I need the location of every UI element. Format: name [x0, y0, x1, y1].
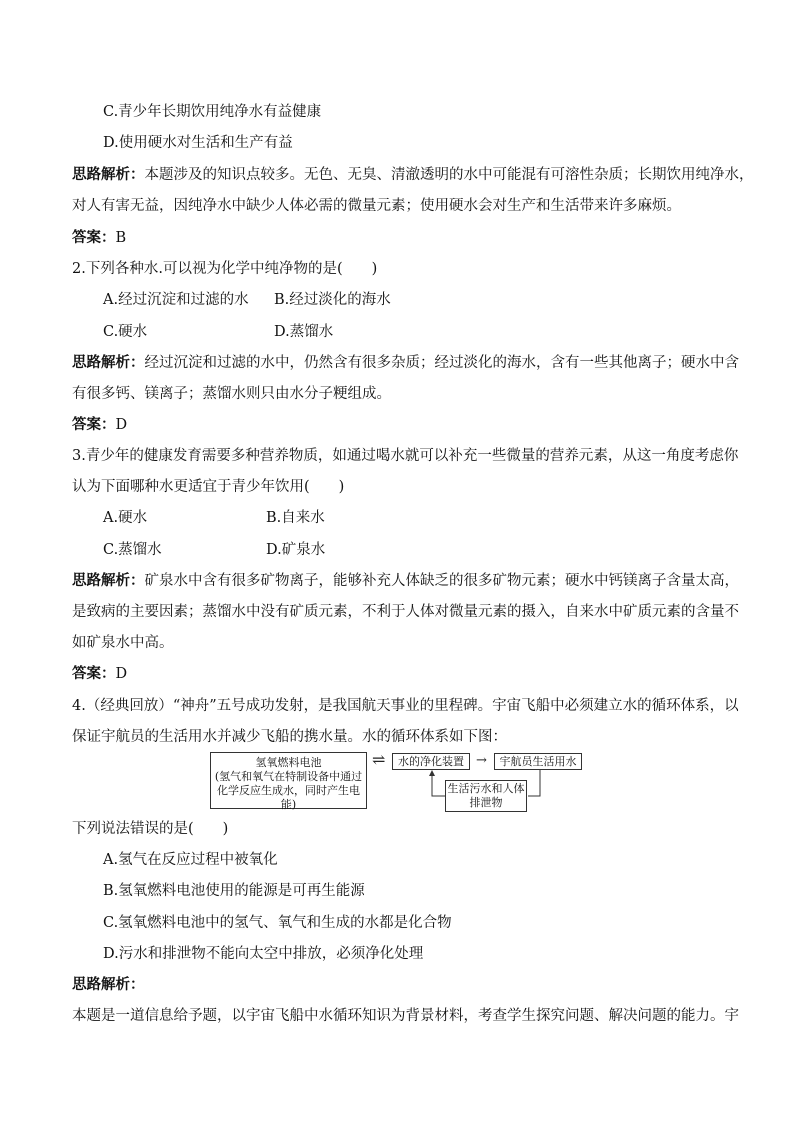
analysis-text: 矿泉水中含有很多矿物离子，能够补充人体缺乏的很多矿物元素；硬水中钙镁离子含量太高， [144, 573, 739, 589]
q2-analysis-line1 [72, 353, 739, 373]
q4-option-d: D.污水和排泄物不能向太空中排放，必须净化处理 [103, 946, 424, 962]
q2-option-b: B.经过淡化的海水 [274, 292, 391, 308]
q3-analysis-line1 [72, 571, 739, 591]
fuel-cell-title: 氢氧燃料电池 [255, 756, 322, 769]
q3-option-b: B.自来水 [266, 510, 325, 526]
analysis-text: 经过沉淀和过滤的水中，仍然含有很多杂质；经过淡化的海水，含有一些其他离子；硬水中含 [144, 355, 739, 371]
answer-label: 答案： [72, 666, 116, 682]
answer-label: 答案： [72, 230, 116, 246]
water-cycle-diagram [210, 752, 590, 822]
q1-answer [72, 228, 126, 248]
q4-analysis-line1: 本题是一道信息给予题，以宇宙飞船中水循环知识为背景材料，考查学生探究问题、解决问题的能力。宇 [72, 1008, 739, 1024]
q3-option-a: A.硬水 [103, 510, 148, 526]
q4-option-c: C.氢氧燃料电池中的氢气、氧气和生成的水都是化合物 [103, 915, 452, 931]
q3-option-c: C.蒸馏水 [103, 542, 162, 558]
analysis-label: 思路解析： [72, 355, 145, 371]
fuel-cell-desc-line1: (氢气和氧气在特制设备中通过 [214, 770, 363, 783]
q3-stem-line1: 3.青少年的健康发育需要多种营养物质，如通过喝水就可以补充一些微量的营养元素，从这一角度考虑你 [72, 448, 739, 464]
q2-stem: 2.下列各种水.可以视为化学中纯净物的是( ) [72, 261, 378, 277]
answer-value: D [115, 417, 128, 433]
q1-option-d: D.使用硬水对生活和生产有益 [103, 135, 293, 151]
analysis-text: 本题涉及的知识点较多。无色、无臭、清澈透明的水中可能混有可溶性杂质；长期饮用纯净水， [144, 167, 754, 183]
double-arrow: ⇌ [372, 750, 386, 769]
waste-line1: 生活污水和人体 [447, 782, 525, 795]
q2-option-d: D.蒸馏水 [274, 324, 334, 340]
q3-option-d: D.矿泉水 [266, 542, 326, 558]
q4-question: 下列说法错误的是( ) [72, 821, 229, 837]
q3-answer [72, 664, 127, 684]
analysis-label: 思路解析： [72, 573, 145, 589]
q4-option-a: A.氢气在反应过程中被氧化 [103, 852, 278, 868]
q3-analysis-line3: 如矿泉水中高。 [72, 635, 174, 651]
waste-line2: 排泄物 [469, 796, 503, 809]
analysis-label: 思路解析： [72, 167, 145, 183]
q2-option-a: A.经过沉淀和过滤的水 [103, 292, 249, 308]
answer-value: B [115, 230, 127, 246]
right-arrow: → [476, 753, 487, 768]
q1-analysis-line1 [72, 165, 754, 185]
q4-stem-line2: 保证宇航员的生活用水并减少飞船的携水量。水的循环体系如下图： [72, 729, 507, 745]
analysis-label: 思路解析： [72, 977, 145, 993]
q2-option-c: C.硬水 [103, 324, 148, 340]
q4-stem-line1: 4.（经典回放）“神舟”五号成功发射，是我国航天事业的里程碑。宇宙飞船中必须建立水的循环体系，以 [72, 698, 739, 714]
fuel-cell-desc-line2: 化学反应生成水，同时产生电能) [217, 784, 360, 811]
connector-down [528, 770, 540, 796]
arrowhead-icon [429, 770, 435, 776]
q3-analysis-line2: 是致病的主要因素；蒸馏水中没有矿质元素，不利于人体对微量元素的摄入，自来水中矿质元素的含量不 [72, 604, 739, 620]
answer-value: D [115, 666, 128, 682]
q4-option-b: B.氢氧燃料电池使用的能源是可再生能源 [103, 883, 365, 899]
q1-analysis-line2: 对人有害无益，因纯净水中缺少人体必需的微量元素；使用硬水会对生产和生活带来许多麻烦。 [72, 198, 681, 214]
astronaut-water-box: 宇航员生活用水 [494, 753, 582, 770]
purifier-box: 水的净化装置 [392, 753, 470, 770]
q4-analysis-label [72, 975, 145, 995]
diagram-connectors [210, 752, 590, 822]
answer-label: 答案： [72, 417, 116, 433]
q1-option-c: C.青少年长期饮用纯净水有益健康 [103, 104, 322, 120]
q2-answer [72, 415, 127, 435]
q2-analysis-line2: 有很多钙、镁离子；蒸馏水则只由水分子粳组成。 [72, 386, 391, 402]
q3-stem-line2: 认为下面哪种水更适宜于青少年饮用( ) [72, 479, 345, 495]
